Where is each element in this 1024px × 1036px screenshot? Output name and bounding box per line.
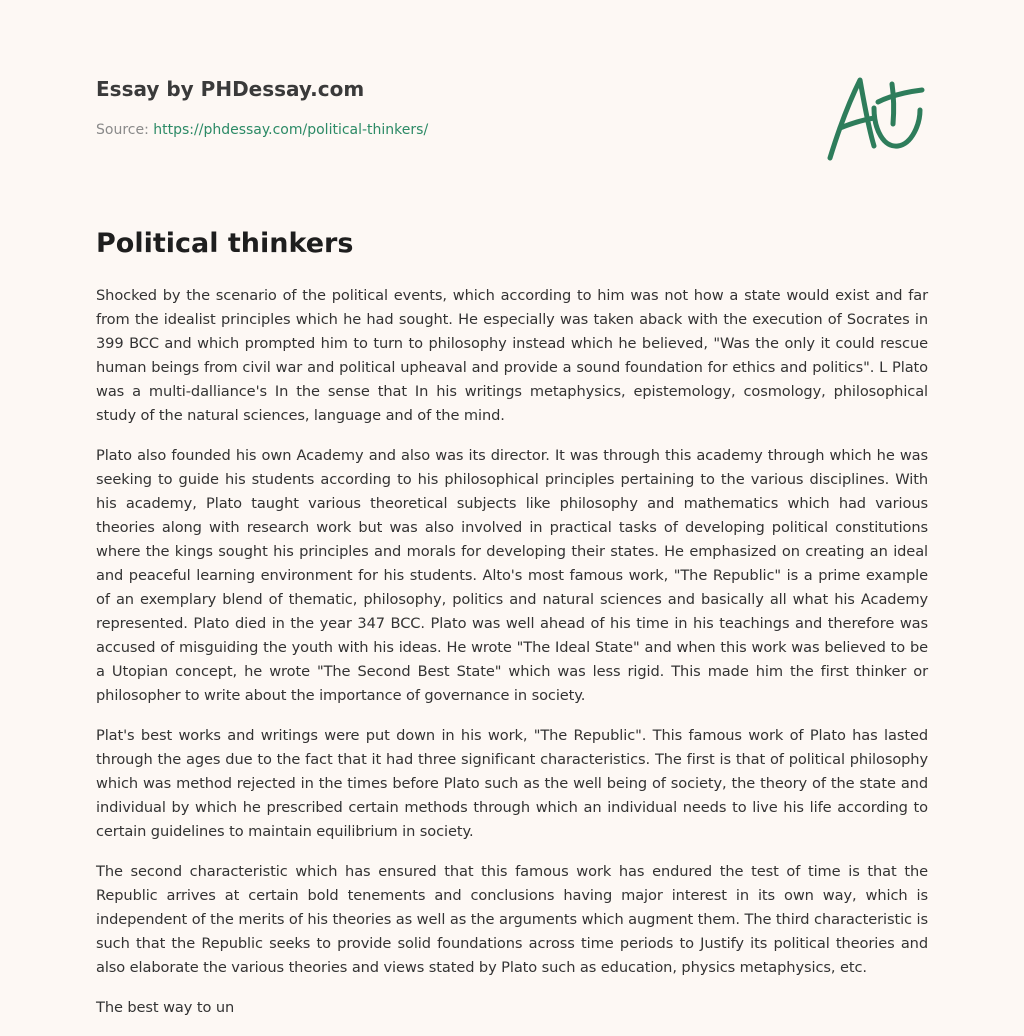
source-line [96,120,928,140]
essay-paragraph-truncated: The best way to un [96,999,235,1016]
essay-paragraph: Plat's best works and writings were put down in his work, "The Republic". This famous work of Plato has lasted through the ages due to the fact that it had three significant characteristics. The first is that of political philosophy which was method rejected in the times before Plato such as the well being of society, the theory of the state and individual by which he prescribed certain methods through which an individual needs to live his life according to certain guidelines to maintain equilibrium in society. [96,727,928,840]
a-plus-grade-icon [822,68,928,164]
essay-paragraph: Shocked by the scenario of the political events, which according to him was not how a state would exist and far from the idealist principles which he had sought. He especially was taken aback with the execution of Socrates in 399 BCC and which prompted him to turn to philosophy instead which he believed, "Was the only it could rescue human beings from civil war and political upheaval and provide a sound foundation for ethics and politics". L Plato was a multi-dalliance's In the sense that In his writings metaphysics, epistemology, cosmology, philosophical study of the natural sciences, language and of the mind. [96,287,928,424]
essay-paragraph: Plato also founded his own Academy and also was its director. It was through this academy through which he was seeking to guide his students according to his philosophical principles pertaining to the various disciplines. With his academy, Plato taught various theoretical subjects like philosophy and mathematics which had various theories along with research work but was also involved in practical tasks of developing political constitutions where the kings sought his principles and morals for developing their states. He emphasized on creating an ideal and peaceful learning environment for his students. Alto's most famous work, "The Republic" is a prime example of an exemplary blend of thematic, philosophy, politics and natural sciences and basically all what his Academy represented. Plato died in the year 347 BCC. Plato was well ahead of his time in his teachings and therefore was accused of misguiding the youth with his ideas. He wrote "The Ideal State" and when this work was believed to be a Utopian concept, he wrote "The Second Best State" which was less rigid. This made him the first thinker or philosopher to write about the importance of governance in society. [96,447,928,704]
essay-header [96,74,928,140]
site-title: Essay by PHDessay.com [96,77,365,101]
essay-title: Political thinkers [96,228,354,259]
source-label: Source: [96,122,154,138]
source-link[interactable]: https://phdessay.com/political-thinkers/ [153,122,429,138]
essay-paragraph: The second characteristic which has ensured that this famous work has endured the test of time is that the Republic arrives at certain bold tenements and conclusions having major interest in its own way, which is independent of the merits of his theories as well as the arguments which augment them. The third characteristic is such that the Republic seeks to provide solid foundations across time periods to Justify its political theories and also elaborate the various theories and views stated by Plato such as education, physics metaphysics, etc. [96,863,928,976]
essay-body [96,284,928,1036]
